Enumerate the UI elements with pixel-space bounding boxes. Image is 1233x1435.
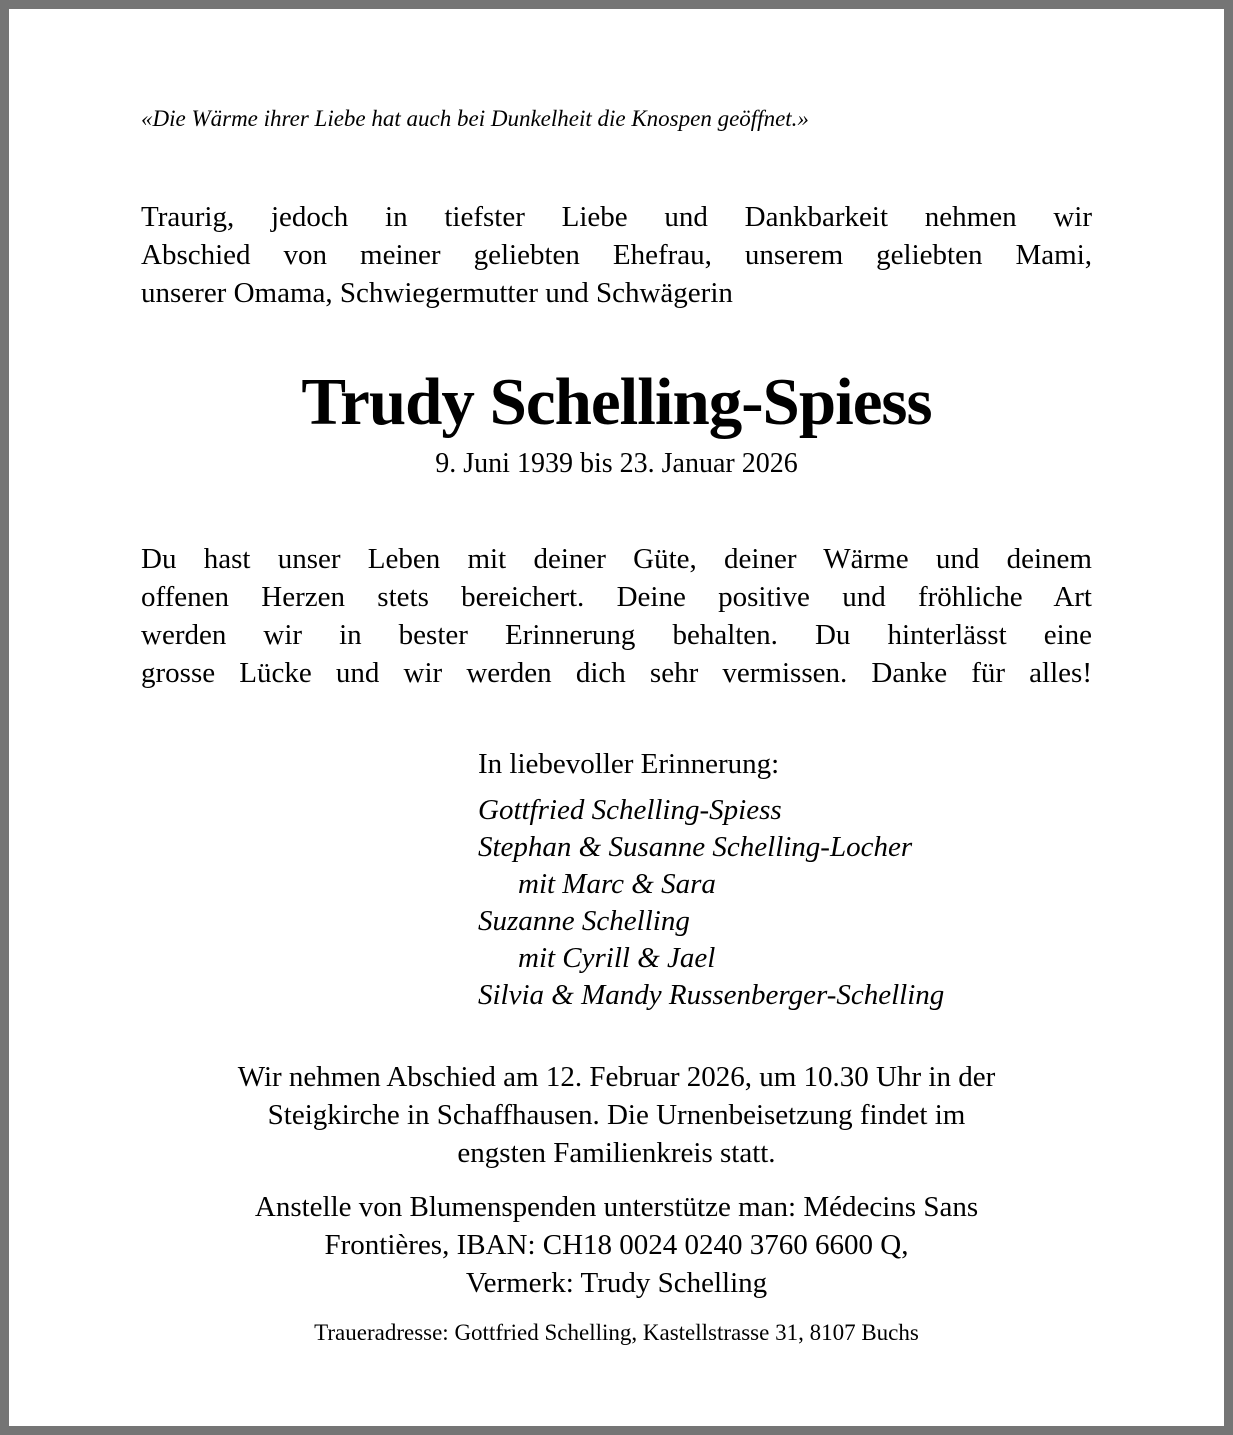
family-member-grandchildren: mit Cyrill & Jael: [518, 942, 716, 974]
intro-line: unserer Omama, Schwiegermutter und Schwägerin: [141, 277, 733, 309]
tribute-line: Du hast unser Leben mit deiner Güte, deiner Wärme und deinem: [141, 543, 1092, 575]
tribute-line: offenen Herzen stets bereichert. Deine positive und fröhliche Art: [141, 581, 1092, 613]
service-info-line: Wir nehmen Abschied am 12. Februar 2026, um 10.30 Uhr in der: [237, 1061, 996, 1093]
donation-info-line: Anstelle von Blumenspenden unterstütze man: Médecins Sans: [254, 1191, 979, 1223]
family-member: Stephan & Susanne Schelling-Locher: [478, 831, 913, 863]
life-dates: 9. Juni 1939 bis 23. Januar 2026: [435, 448, 798, 479]
intro-paragraph: [141, 198, 1092, 312]
intro-line: Traurig, jedoch in tiefster Liebe und Dankbarkeit nehmen wir: [141, 201, 1092, 233]
family-list: [478, 792, 1092, 1014]
family-member: Gottfried Schelling-Spiess: [478, 794, 782, 826]
remembrance-heading: In liebevoller Erinnerung:: [478, 748, 780, 780]
epigraph-quote: «Die Wärme ihrer Liebe hat auch bei Dunkelheit die Knospen geöffnet.»: [141, 106, 809, 131]
service-info-line: engsten Familienkreis statt.: [457, 1137, 776, 1169]
family-member: Suzanne Schelling: [478, 905, 690, 937]
deceased-name: Trudy Schelling-Spiess: [301, 365, 932, 439]
donation-info-line: Frontières, IBAN: CH18 0024 0240 3760 6600 Q,: [324, 1229, 909, 1261]
tribute-line: werden wir in bester Erinnerung behalten. Du hinterlässt eine: [141, 619, 1092, 651]
mourning-address: Traueradresse: Gottfried Schelling, Kastellstrasse 31, 8107 Buchs: [314, 1320, 919, 1345]
service-info-paragraph: [141, 1058, 1092, 1172]
family-member-grandchildren: mit Marc & Sara: [518, 868, 716, 900]
family-member: Silvia & Mandy Russenberger-Schelling: [478, 979, 945, 1011]
obituary-content: [9, 9, 1224, 1348]
intro-line: Abschied von meiner geliebten Ehefrau, unserem geliebten Mami,: [141, 239, 1092, 271]
donation-info-paragraph: [141, 1188, 1092, 1302]
tribute-line: grosse Lücke und wir werden dich sehr vermissen. Danke für alles!: [141, 657, 1092, 689]
tribute-paragraph: [141, 540, 1092, 692]
service-info-line: Steigkirche in Schaffhausen. Die Urnenbeisetzung findet im: [267, 1099, 966, 1131]
donation-info-line: Vermerk: Trudy Schelling: [465, 1267, 768, 1299]
